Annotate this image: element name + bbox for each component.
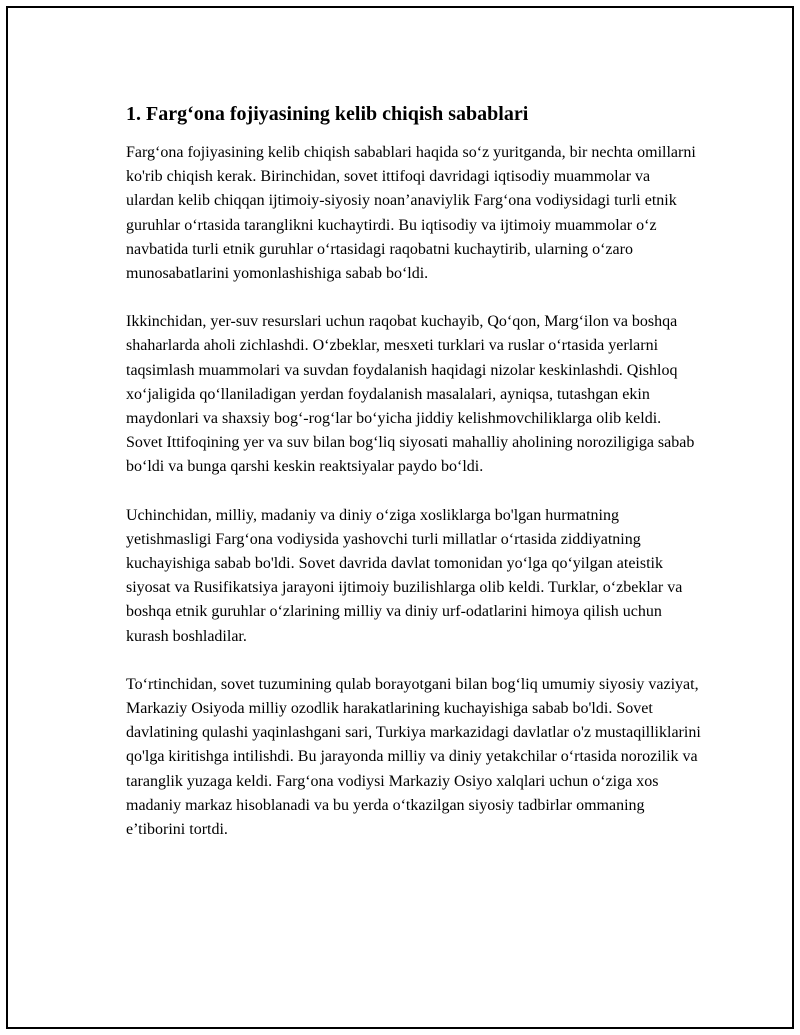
paragraph-2: Ikkinchidan, yer-suv resurslari uchun raqobat kuchayib, Qo‘qon, Marg‘ilon va boshqa shaharlarda aholi zichlashdi. O‘zbeklar, mesxeti turklari va ruslar o‘rtasida yerlarni taqsimlash muammolari va suvdan foydalanish haqidagi nizolar keskinlashdi. Qishloq xo‘jaligida qo‘llaniladigan yerdan foydalanish masalalari, ayniqsa, tutashgan ekin maydonlari va shaxsiy bog‘-rog‘lar bo‘yicha jiddiy kelishmovchiliklarga olib keldi. Sovet Ittifoqining yer va suv bilan bog‘liq siyosati mahalliy aholining noroziligiga sabab bo‘ldi va bunga qarshi keskin reaktsiyalar paydo bo‘ldi. bbox=[126, 313, 695, 476]
section-heading: 1. Farg‘ona fojiyasining kelib chiqish sabablari bbox=[126, 103, 529, 125]
page-frame bbox=[6, 6, 794, 1029]
document-body bbox=[126, 101, 701, 866]
paragraph-3: Uchinchidan, milliy, madaniy va diniy o‘ziga xosliklarga bo'lgan hurmatning yetishmasligi Farg‘ona vodiysida yashovchi turli millatlar o‘rtasida ziddiyatning kuchayishiga sabab bo'ldi. Sovet davrida davlat tomonidan yo‘lga qo‘yilgan ateistik siyosat va Rusifikatsiya jarayoni ijtimoiy buzilishlarga olib keldi. Turklar, o‘zbeklar va boshqa etnik guruhlar o‘zlarining milliy va diniy urf-odatlarini himoya qilish uchun kurash boshladilar. bbox=[126, 506, 683, 645]
paragraph-4: To‘rtinchidan, sovet tuzumining qulab borayotgani bilan bog‘liq umumiy siyosiy vaziyat, Markaziy Osiyoda milliy ozodlik harakatlarining kuchayishiga sabab bo'ldi. Sovet davlatining qulashi yaqinlashgani sari, Turkiya markazidagi davlatlar o'z mustaqilliklarini qo'lga kiritishga intilishdi. Bu jarayonda milliy va diniy yetakchilar o‘rtasida norozilik va taranglik yuzaga keldi. Farg‘ona vodiysi Markaziy Osiyo xalqlari uchun o‘ziga xos madaniy markaz hisoblanadi va bu yerda o‘tkazilgan siyosiy tadbirlar ommaning e’tiborini tortdi. bbox=[126, 675, 701, 839]
paragraph-1: Farg‘ona fojiyasining kelib chiqish sabablari haqida so‘z yuritganda, bir nechta omillarni ko'rib chiqish kerak. Birinchidan, sovet ittifoqi davridagi iqtisodiy muammolar va ulardan kelib chiqqan ijtimoiy-siyosiy noan’anaviylik Farg‘ona vodiysidagi turli etnik guruhlar o‘rtasida taranglikni kuchaytirdi. Bu iqtisodiy va ijtimoiy muammolar o‘z navbatida turli etnik guruhlar o‘rtasidagi raqobatni kuchaytirib, ularning o‘zaro munosabatlarini yomonlashishiga sabab bo‘ldi. bbox=[126, 144, 696, 283]
